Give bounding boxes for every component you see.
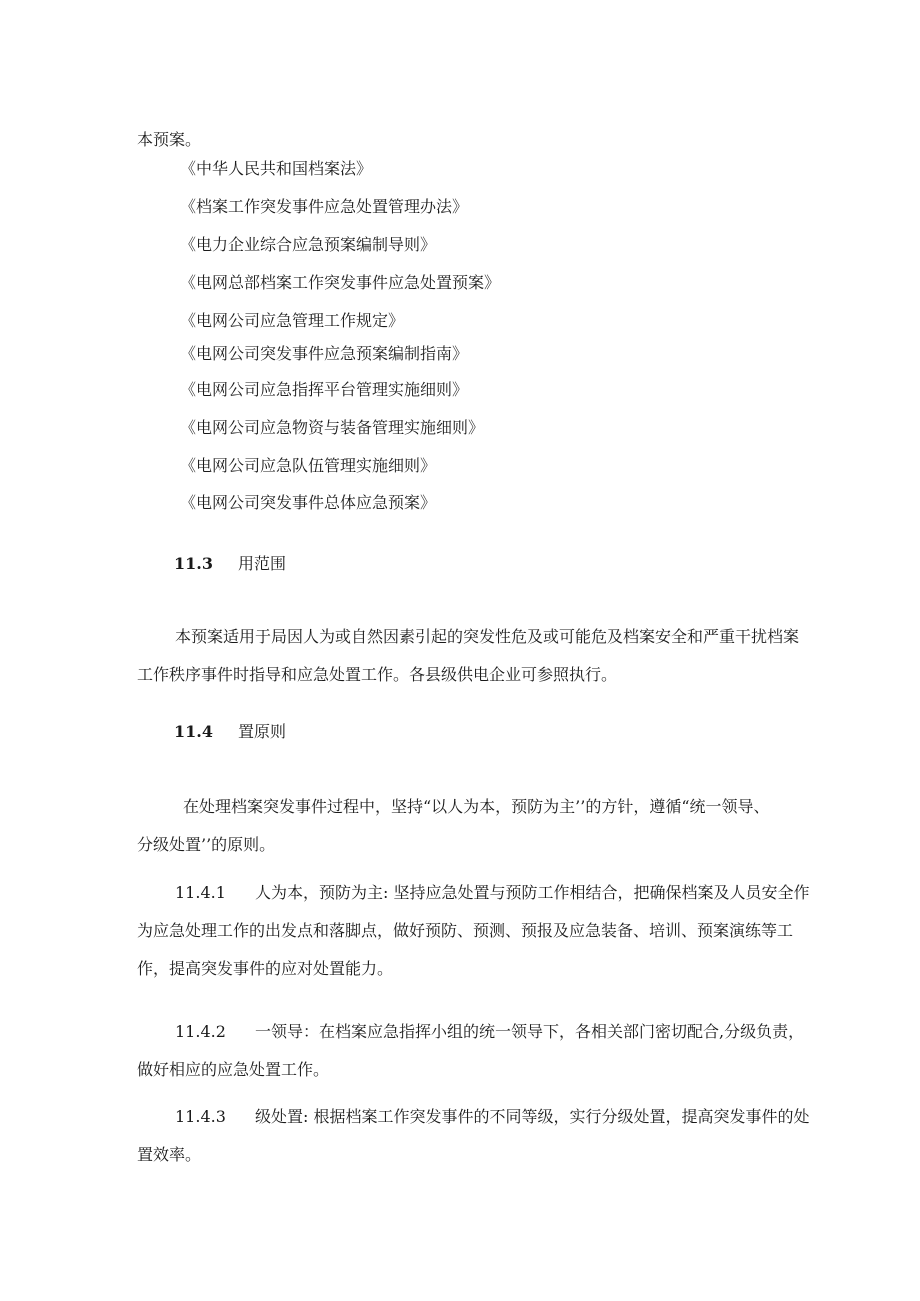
- paragraph-line: [137, 1098, 837, 1136]
- paragraph-line: [137, 1013, 837, 1051]
- section-number: 11.4: [174, 722, 213, 741]
- reference-item: 《电力企业综合应急预案编制导则》: [180, 235, 437, 254]
- reference-item: 《电网公司应急物资与装备管理实施细则》: [180, 418, 485, 437]
- item-number: 11.4.1: [175, 883, 226, 902]
- section-heading-11-4: [174, 722, 286, 742]
- paragraph-line: 本预案适用于局因人为或自然因素引起的突发性危及或可能危及档案安全和严重干扰档案: [175, 627, 800, 646]
- principles-intro-paragraph: [137, 788, 837, 864]
- section-title: 置原则: [238, 722, 287, 741]
- section-number: 11.3: [174, 554, 213, 573]
- reference-item: 《中华人民共和国档案法》: [180, 159, 373, 178]
- paragraph-line: 在处理档案突发事件过程中，坚持“以人为本，预防为主’’的方针，遵循“统一领导、: [183, 797, 770, 816]
- paragraph-line: 工作秩序事件时指导和应急处置工作。各县级供电企业可参照执行。: [137, 665, 618, 684]
- section-heading-11-3: [174, 554, 286, 574]
- reference-item: 《电网公司应急管理工作规定》: [180, 311, 405, 330]
- reference-item: 《电网公司应急队伍管理实施细则》: [180, 456, 437, 475]
- paragraph-line: 分级处置’’的原则。: [137, 835, 276, 854]
- item-text: 级处置: 根据档案工作突发事件的不同等级，实行分级处置，提高突发事件的处: [255, 1107, 810, 1126]
- intro-tail-text: 本预案。: [137, 130, 202, 149]
- paragraph-line: 为应急处理工作的出发点和落脚点，做好预防、预测、预报及应急装备、培训、预案演练等工: [137, 921, 794, 940]
- paragraph-line: 做好相应的应急处置工作。: [137, 1060, 330, 1079]
- paragraph-line: [137, 874, 837, 912]
- scope-paragraph: [137, 618, 837, 694]
- reference-item: 《电网公司突发事件总体应急预案》: [180, 493, 437, 512]
- principle-item-11-4-2: [137, 1013, 837, 1089]
- reference-item: 《电网公司突发事件应急预案编制指南》: [180, 344, 469, 363]
- paragraph-line: 置效率。: [137, 1145, 202, 1164]
- reference-item: 《档案工作突发事件应急处置管理办法》: [180, 197, 469, 216]
- paragraph-line: 作，提高突发事件的应对处置能力。: [137, 959, 394, 978]
- reference-item: 《电网总部档案工作突发事件应急处置预案》: [180, 273, 501, 292]
- item-number: 11.4.2: [175, 1022, 226, 1041]
- principle-item-11-4-1: [137, 874, 837, 988]
- reference-item: 《电网公司应急指挥平台管理实施细则》: [180, 380, 469, 399]
- principle-item-11-4-3: [137, 1098, 837, 1174]
- item-number: 11.4.3: [175, 1107, 226, 1126]
- item-text: 一领导：在档案应急指挥小组的统一领导下，各相关部门密切配合,分级负责，: [255, 1022, 805, 1041]
- item-text: 人为本，预防为主: 坚持应急处置与预防工作相结合，把确保档案及人员安全作: [255, 883, 810, 902]
- section-title: 用范围: [238, 554, 287, 573]
